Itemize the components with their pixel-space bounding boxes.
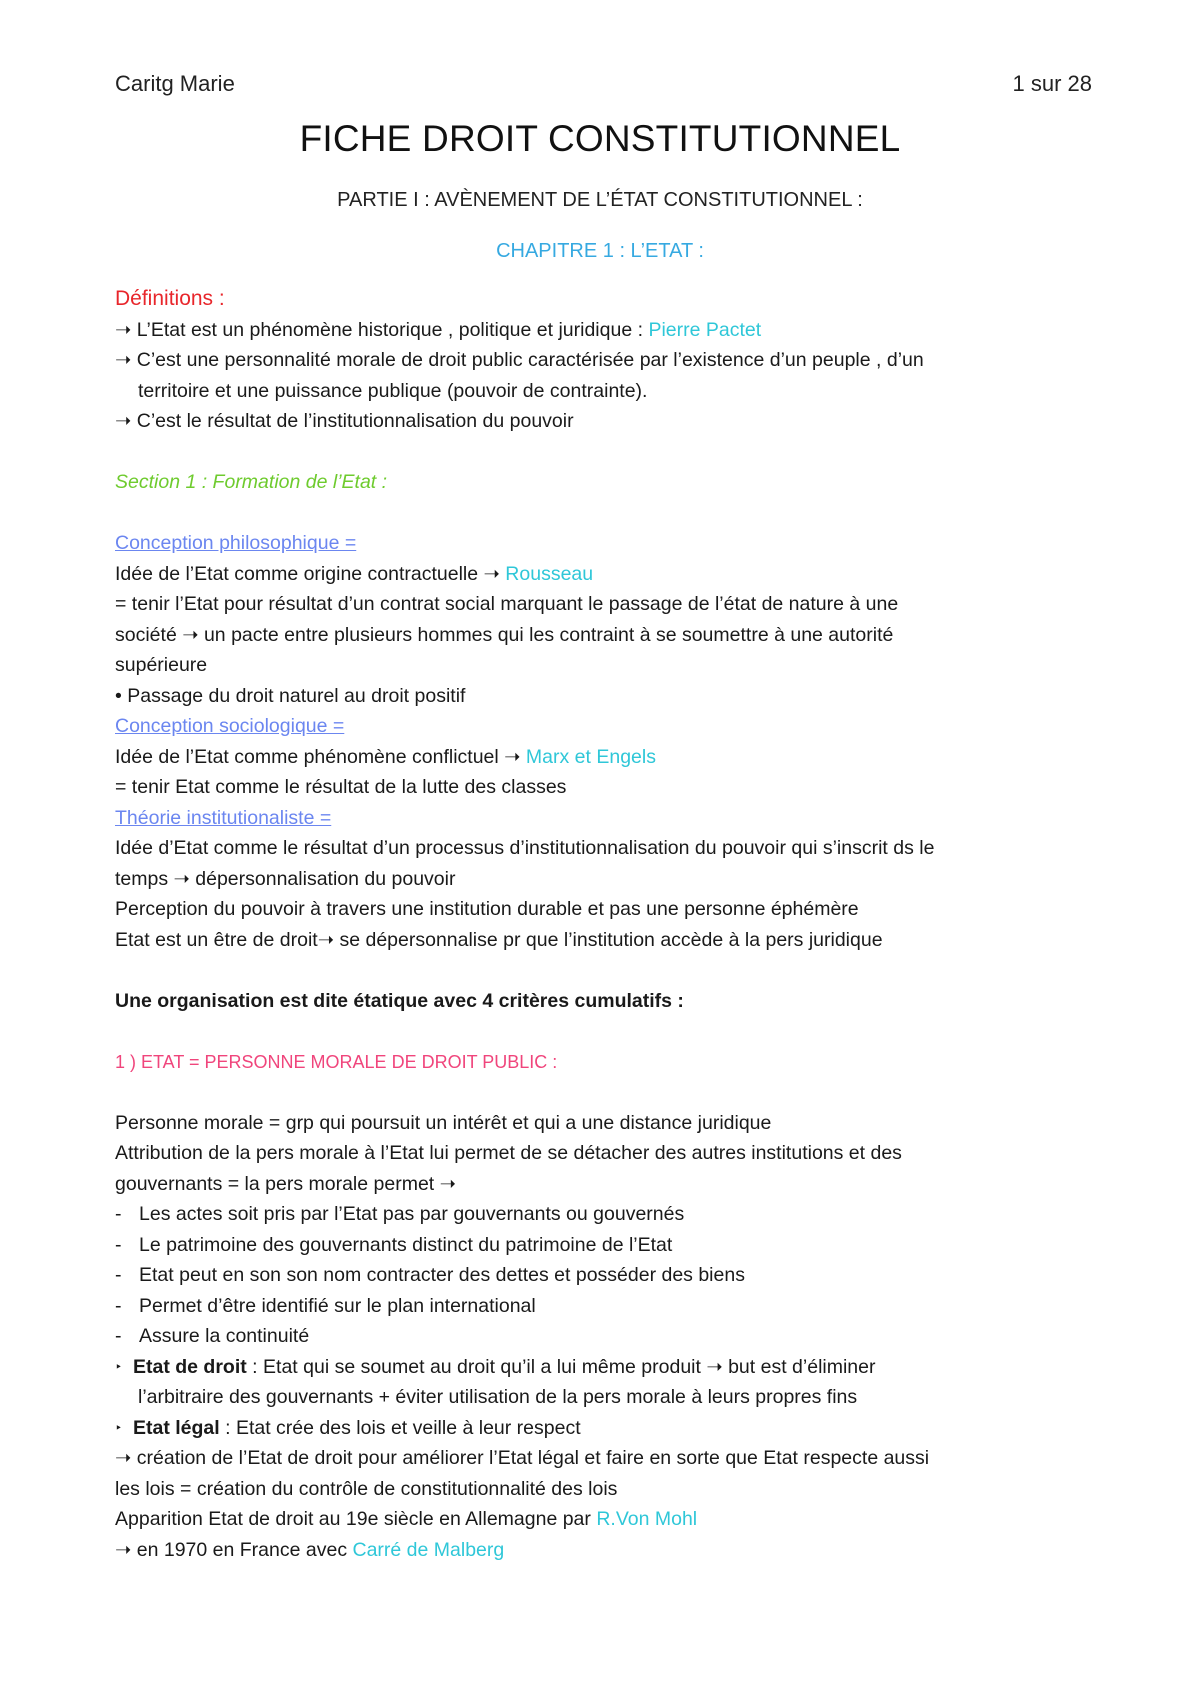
text-line: ➝ création de l’Etat de droit pour améliorer l’Etat légal et faire en sorte que Etat respecte aussi: [115, 1447, 930, 1469]
text-line: = tenir Etat comme le résultat de la lutte des classes: [115, 776, 567, 798]
page-indicator: 1 sur 28: [1012, 71, 1092, 96]
triangle-bullet-icon: ‣: [115, 1420, 123, 1435]
text-line: [115, 1504, 1100, 1535]
dash-list-item: [115, 1291, 1100, 1322]
text-line: Personne morale = grp qui poursuit un intérêt et qui a une distance juridique: [115, 1111, 772, 1134]
triangle-list-item: [115, 1413, 1100, 1444]
term-definition: : Etat qui se soumet au droit qu’il a lui même produit ➝ but est d’éliminer: [246, 1355, 876, 1378]
triangle-list-text: [133, 1413, 581, 1444]
dash-list-text: Etat peut en son son nom contracter des dettes et posséder des biens: [139, 1264, 745, 1286]
text-line: Etat est un être de droit➝ se dépersonnalise pr que l’institution accède à la pers juridique: [115, 928, 883, 951]
term-etat-legal: Etat légal: [133, 1416, 220, 1439]
concept-heading-institutionaliste: Théorie institutionaliste =: [115, 806, 332, 829]
definition-text: ➝ L’Etat est un phénomène historique , politique et juridique :: [115, 318, 649, 341]
author-reference: Marx et Engels: [525, 745, 656, 768]
dash-marker: -: [115, 1264, 122, 1286]
partie-heading: PARTIE I : AVÈNEMENT DE L’ÉTAT CONSTITUTIONNEL :: [337, 189, 863, 211]
definition-line: territoire et une puissance publique (pouvoir de contrainte).: [138, 379, 648, 402]
text-span: Idée de l’Etat comme phénomène conflictuel ➝: [115, 745, 526, 768]
text-line: [115, 559, 1100, 590]
dash-marker: -: [115, 1325, 122, 1347]
dash-list-item: [115, 1230, 1100, 1261]
text-span: Idée de l’Etat comme origine contractuelle ➝: [115, 562, 506, 585]
dash-list-text: Permet d’être identifié sur le plan international: [139, 1294, 536, 1317]
text-line: Perception du pouvoir à travers une institution durable et pas une personne éphémère: [115, 898, 859, 920]
concept-heading-philosophique: Conception philosophique =: [115, 532, 357, 554]
section-heading: Section 1 : Formation de l’Etat :: [115, 471, 388, 493]
text-span: Apparition Etat de droit au 19e siècle en Allemagne par: [115, 1508, 597, 1530]
dash-list-item: [115, 1260, 1100, 1291]
author-reference: Carré de Malberg: [352, 1538, 505, 1561]
text-line: [115, 742, 1100, 773]
definition-line: [115, 315, 1100, 346]
definition-line: ➝ C’est le résultat de l’institutionnalisation du pouvoir: [115, 410, 574, 432]
criteria-heading: Une organisation est dite étatique avec 4 critères cumulatifs :: [115, 989, 684, 1012]
dash-marker: -: [115, 1233, 122, 1256]
dash-list-text: Les actes soit pris par l’Etat pas par gouvernants ou gouvernés: [139, 1203, 685, 1225]
document-body: [115, 284, 1100, 1565]
triangle-list-item: [115, 1352, 1100, 1383]
term-definition: : Etat crée des lois et veille à leur respect: [219, 1416, 581, 1439]
text-line: supérieure: [115, 654, 208, 676]
document-title: FICHE DROIT CONSTITUTIONNEL: [299, 118, 901, 159]
author-reference: Rousseau: [505, 562, 594, 585]
definition-line: ➝ C’est une personnalité morale de droit public caractérisée par l’existence d’un peuple , d’un: [115, 349, 924, 371]
text-line: • Passage du droit naturel au droit positif: [115, 684, 466, 707]
concept-heading-sociologique: Conception sociologique =: [115, 715, 345, 737]
dash-list-item: [115, 1199, 1100, 1230]
text-line: les lois = création du contrôle de constitutionnalité des lois: [115, 1477, 618, 1500]
author-reference: Pierre Pactet: [648, 318, 762, 341]
text-line: temps ➝ dépersonnalisation du pouvoir: [115, 867, 456, 890]
term-etat-de-droit: Etat de droit: [133, 1355, 247, 1378]
chapitre-heading: CHAPITRE 1 : L’ETAT :: [496, 240, 704, 262]
text-line: Idée d’Etat comme le résultat d’un processus d’institutionnalisation du pouvoir qui s’inscrit ds le: [115, 837, 935, 859]
text-line: gouvernants = la pers morale permet ➝: [115, 1172, 456, 1195]
definitions-heading: Définitions :: [115, 287, 225, 310]
dash-marker: -: [115, 1294, 122, 1317]
triangle-list-text: [133, 1352, 876, 1383]
text-span: ➝ en 1970 en France avec: [115, 1538, 353, 1561]
dash-list-text: Assure la continuité: [139, 1325, 310, 1347]
text-line: société ➝ un pacte entre plusieurs hommes qui les contraint à se soumettre à une autorité: [115, 623, 894, 646]
critere-heading: 1 ) ETAT = PERSONNE MORALE DE DROIT PUBLIC :: [115, 1051, 558, 1072]
author-name: Caritg Marie: [115, 71, 235, 96]
text-line: = tenir l’Etat pour résultat d’un contrat social marquant le passage de l’état de nature à une: [115, 593, 899, 615]
text-line: [115, 1535, 1100, 1566]
triangle-bullet-icon: ‣: [115, 1359, 123, 1374]
dash-marker: -: [115, 1203, 122, 1225]
dash-list-text: Le patrimoine des gouvernants distinct du patrimoine de l’Etat: [139, 1233, 673, 1256]
text-line: Attribution de la pers morale à l’Etat lui permet de se détacher des autres institutions et des: [115, 1142, 902, 1164]
author-reference: R.Von Mohl: [596, 1508, 698, 1530]
text-line: l’arbitraire des gouvernants + éviter utilisation de la pers morale à leurs propres fins: [138, 1386, 858, 1408]
dash-list-item: [115, 1321, 1100, 1352]
